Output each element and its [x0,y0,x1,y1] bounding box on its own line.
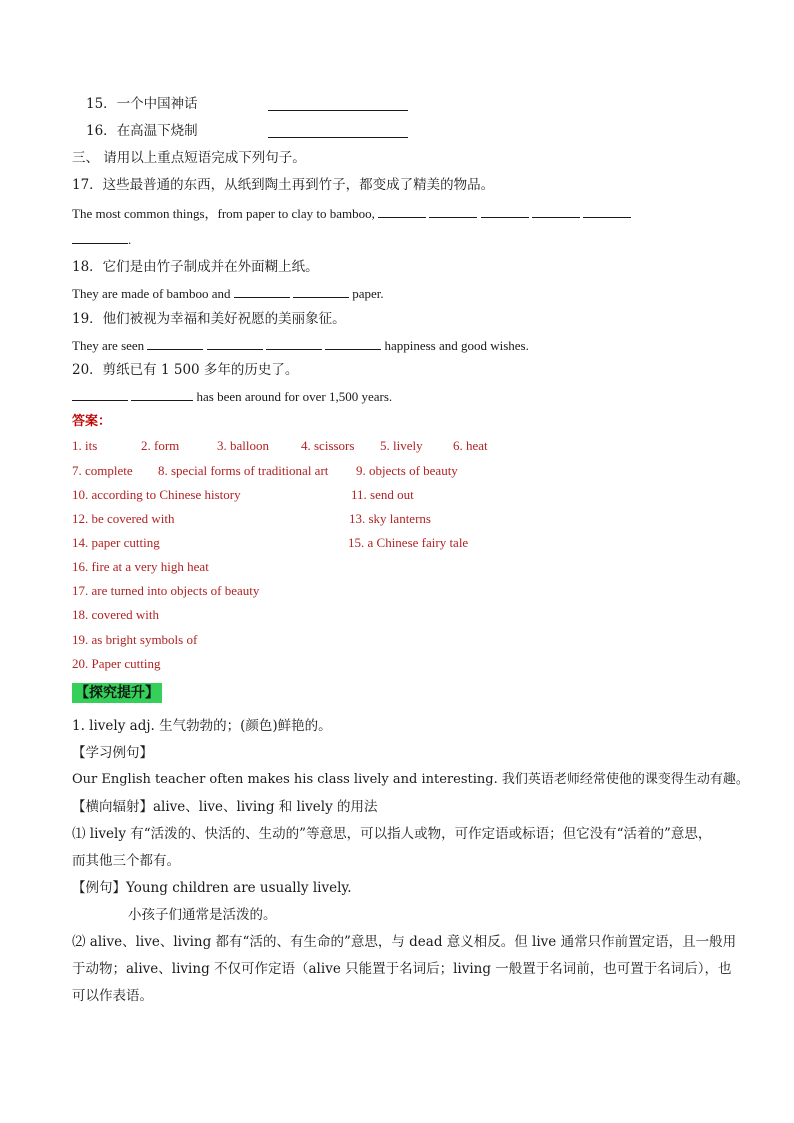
answer-blank[interactable] [72,230,128,244]
vocab-text: 一个中国神话 [116,96,198,112]
question-20-zh: 20．剪纸已有 1 500 多年的历史了。 [72,362,299,378]
sentence-text: has been around for over 1,500 years. [196,389,393,404]
vocab-text: 在高温下烧制 [116,123,198,139]
answer-item: 15. a Chinese fairy tale [348,535,469,550]
explore-heading [72,683,162,704]
answer-blank[interactable] [532,204,580,218]
answer-blank[interactable] [268,97,408,111]
question-18-zh: 18．它们是由竹子制成并在外面糊上纸。 [72,259,319,275]
point-1-line-2: 而其他三个都有。 [72,853,180,869]
answer-blank[interactable] [266,336,322,350]
answer-item: 13. sky lanterns [349,511,431,526]
question-19-en [72,336,529,356]
answer-blank[interactable] [234,284,290,298]
answer-item: 6. heat [453,438,488,453]
sentence-text: paper. [352,286,384,301]
point-2-line-3: 可以作表语。 [72,988,153,1004]
answer-blank[interactable] [481,204,529,218]
answer-item: 9. objects of beauty [356,463,458,478]
question-18-en [72,284,384,304]
answer-item: 3. balloon [217,438,269,453]
point-2-line-2: 于动物；alive、living 不仅可作定语（alive 只能置于名词后；living 一般置于名词前，也可置于名词后），也 [72,961,732,977]
answer-blank[interactable] [207,336,263,350]
point-2-line-1: ⑵ alive、live、living 都有“活的、有生命的”意思，与 dead 意义相反。但 live 通常只作前置定语，且一般用 [72,934,737,950]
vocab-item-15 [86,94,198,114]
answer-item: 20. Paper cutting [72,656,161,671]
vocab-item-16 [86,121,198,141]
answer-blank[interactable] [72,387,128,401]
sentence-text: happiness and good wishes. [384,338,529,353]
answer-blank[interactable] [325,336,381,350]
answer-item: 17. are turned into objects of beauty [72,583,260,598]
answer-item: 5. lively [380,438,423,453]
vocab-num: 15． [86,96,117,112]
answer-item: 16. fire at a very high heat [72,559,209,574]
question-19-zh: 19．他们被视为幸福和美好祝愿的美丽象征。 [72,311,346,327]
study-example: Our English teacher often makes his class lively and interesting. 我们英语老师经常使他的课变得生动有趣。 [72,772,749,787]
point-1-line-1: ⑴ lively 有“活泼的、快活的、生动的”等意思，可以指人或物，可作定语或标语；但它没有“活着的”意思， [72,826,712,842]
answer-blank[interactable] [429,204,477,218]
question-20-en [72,387,392,407]
sentence-text: They are made of bamboo and [72,286,231,301]
answer-item: 2. form [141,438,180,453]
answer-item: 14. paper cutting [72,535,160,550]
answer-blank[interactable] [378,204,426,218]
example-label: 【例句】Young children are usually lively. [72,880,352,896]
answer-item: 19. as bright symbols of [72,632,198,647]
lively-definition: 1. lively adj. 生气勃勃的；(颜色)鲜艳的。 [72,718,332,734]
answer-item: 10. according to Chinese history [72,487,241,502]
answer-item: 18. covered with [72,607,160,622]
study-example-label: 【学习例句】 [72,745,153,761]
answer-item: 11. send out [351,487,414,502]
answer-blank[interactable] [583,204,631,218]
answer-blank[interactable] [293,284,349,298]
answers-label: 答案： [72,414,112,429]
sentence-text: They are seen [72,338,145,353]
vocab-num: 16． [86,123,117,139]
answer-item: 1. its [72,438,98,453]
answer-item: 12. be covered with [72,511,175,526]
question-17-en [72,204,631,224]
sentence-end: . [128,232,132,247]
section-title: 三、 请用以上重点短语完成下列句子。 [72,150,306,166]
answer-item: 7. complete [72,463,133,478]
example-translation: 小孩子们通常是活泼的。 [128,907,277,923]
answer-blank[interactable] [268,124,408,138]
answer-item: 8. special forms of traditional art [158,463,329,478]
radiate-label: 【横向辐射】alive、live、living 和 lively 的用法 [72,799,378,815]
sentence-text: The most common things，from paper to clay to bamboo, [72,206,375,221]
answer-blank[interactable] [131,387,193,401]
section-heading: 【探究提升】 [72,683,162,703]
answer-item: 4. scissors [301,438,355,453]
answer-blank[interactable] [147,336,203,350]
question-17-zh: 17．这些最普通的东西，从纸到陶土再到竹子，都变成了精美的物品。 [72,177,495,193]
question-17-en-cont [72,230,131,250]
